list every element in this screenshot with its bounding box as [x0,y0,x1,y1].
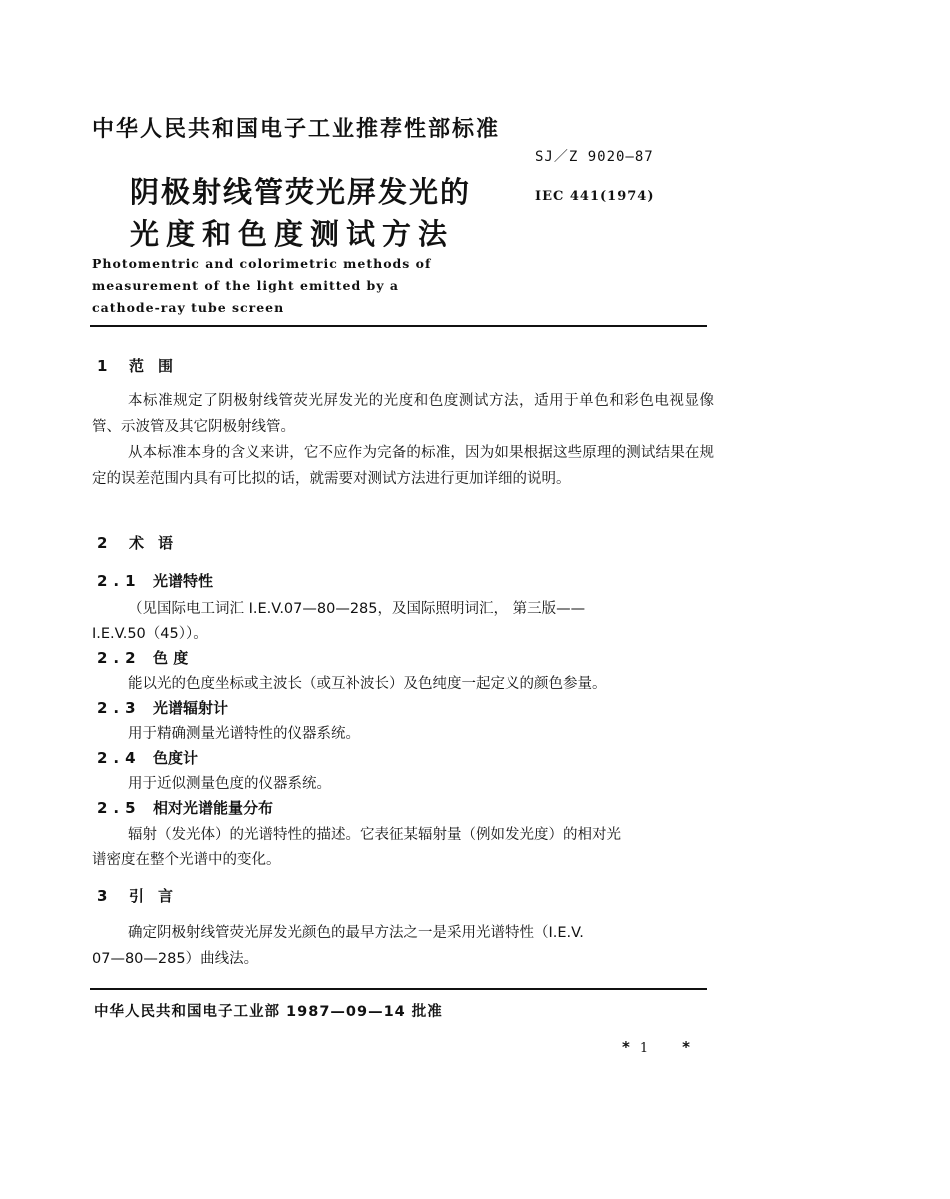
issuing-authority-title: 中华人民共和国电子工业推荐性部标准 [92,117,501,142]
term-number: 2.5 [97,799,142,817]
english-title-line-3: cathode-ray tube screen [92,300,285,315]
paragraph-text: 从本标准本身的含义来讲，它不应作为完备的标准，因为如果根据这些原理的测试结果在规定的误差范围内具有可比拟的话，就需要对测试方法进行更加详细的说明。 [92,445,714,487]
term-2-1-line-2: I.E.V.50（45））。 [92,626,208,642]
page-number: 1 [639,1041,649,1056]
page-number-marker [622,1038,690,1056]
term-2-1-heading [97,570,213,591]
star-mark-right: * [682,1038,690,1056]
term-title: 色 度 [153,649,189,667]
section-1-heading [97,355,187,376]
header-divider [90,325,707,327]
term-2-3-definition: 用于精确测量光谱特性的仪器系统。 [128,726,360,742]
term-2-5-line-1: 辐射（发光体）的光谱特性的描述。它表征某辐射量（例如发光度）的相对光 [128,827,621,843]
term-title: 相对光谱能量分布 [153,799,274,817]
footer-divider [90,988,707,990]
section-3-line-1: 确定阴极射线管荧光屏发光颜色的最早方法之一是采用光谱特性（I.E.V. [128,925,584,941]
section-3-heading [97,885,187,906]
standard-number: SJ／Z 9020—87 [535,149,654,165]
document-title-line-2: 光度和色度测试方法 [130,217,455,251]
term-2-4-definition: 用于近似测量色度的仪器系统。 [128,776,331,792]
section-number: 3 [97,887,108,905]
term-number: 2.3 [97,699,142,717]
term-number: 2.2 [97,649,142,667]
star-mark-left: * [622,1038,630,1056]
section-2-heading [97,532,187,553]
term-title: 色度计 [153,749,199,767]
term-title: 光谱辐射计 [153,699,229,717]
section-title: 术语 [129,534,188,552]
paragraph-text: 本标准规定了阴极射线管荧光屏发光的光度和色度测试方法，适用于单色和彩色电视显像管、示波管及其它阴极射线管。 [92,393,714,435]
term-2-5-heading [97,797,273,818]
term-2-2-heading [97,647,188,668]
english-title-line-1: Photomentric and colorimetric methods of [92,256,432,271]
term-2-4-heading [97,747,198,768]
term-number: 2.1 [97,572,142,590]
section-title: 范围 [129,357,188,375]
section-1-paragraph-1 [92,388,714,440]
term-2-5-line-2: 谱密度在整个光谱中的变化。 [92,852,281,868]
term-number: 2.4 [97,749,142,767]
term-title: 光谱特性 [153,572,214,590]
term-2-3-heading [97,697,228,718]
term-2-1-line-1: （见国际电工词汇 I.E.V.07—80—285，及国际照明词汇， 第三版—— [128,601,586,617]
section-number: 2 [97,534,108,552]
approval-statement: 中华人民共和国电子工业部 1987—09—14 批准 [94,1004,443,1020]
section-1-paragraph-2 [92,440,714,492]
iec-reference-number: IEC 441(1974) [535,189,655,204]
english-title-line-2: measurement of the light emitted by a [92,278,399,293]
section-number: 1 [97,357,108,375]
section-3-line-2: 07—80—285）曲线法。 [92,951,259,967]
section-title: 引言 [129,887,188,905]
term-2-2-definition: 能以光的色度坐标或主波长（或互补波长）及色纯度一起定义的颜色参量。 [128,676,607,692]
document-title-line-1: 阴极射线管荧光屏发光的 [130,175,472,209]
